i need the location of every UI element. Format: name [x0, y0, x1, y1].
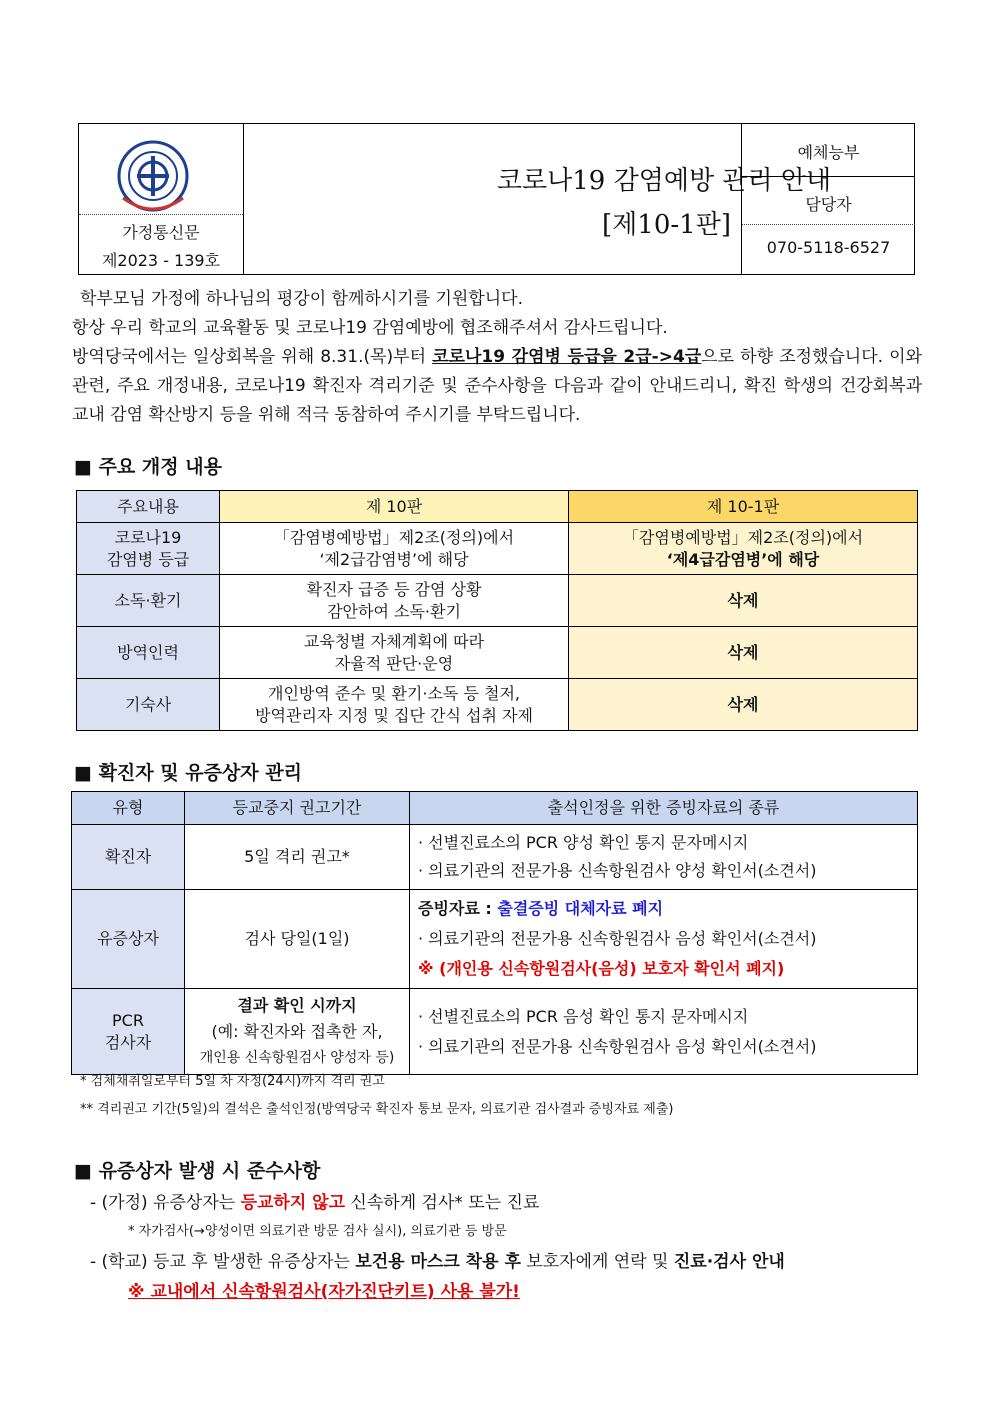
cell-line-bold: ‘제4급감염병’에 해당: [666, 549, 820, 569]
table-cell: [410, 989, 918, 1075]
table-cell: 방역인력: [77, 627, 220, 679]
section2-title: ■ 확진자 및 유증상자 관리: [74, 762, 302, 784]
table-cell: 5일 격리 권고*: [185, 825, 410, 890]
table-cell: 「감염병예방법」제2조(정의)에서 ‘제2급감염병’에 해당: [220, 523, 569, 575]
line-part: 보호자에게 연락 및: [520, 1252, 674, 1272]
dept-label: 예체능부: [797, 143, 860, 162]
cell-line: [418, 894, 909, 924]
evidence-note: 출결증빙 대체자료 폐지: [497, 899, 664, 918]
intro-p1: 학부모님 가정에 하나님의 평강이 함께하시기를 기원합니다.: [80, 289, 523, 309]
footnote-1: * 검체채취일로부터 5일 차 자정(24시)까지 격리 권고: [80, 1074, 385, 1089]
table-cell: 삭제: [569, 679, 918, 731]
table-cell: [410, 890, 918, 989]
header-right-cell: [741, 124, 915, 274]
divider: [742, 224, 915, 225]
footnote-2: ** 격리권고 기간(5일)의 결석은 출석인정(방역당국 확진자 통보 문자, 의료기관 검사결과 증빙자료 제출): [80, 1102, 674, 1117]
school-guideline: [90, 1247, 785, 1272]
table-cell: 삭제: [569, 627, 918, 679]
page-subtitle: [제10-1판]: [602, 210, 731, 240]
revision-table: [76, 490, 918, 731]
table-cell: [569, 523, 918, 575]
line-part: - (가정) 유증상자는: [90, 1193, 241, 1213]
cell-line: · 선별진료소의 PCR 음성 확인 통지 문자메시지: [418, 1006, 749, 1026]
cell-line: 결과 확인 시까지: [237, 995, 357, 1015]
table-cell: 확진자 급증 등 감염 상황 감안하여 소독·환기: [220, 575, 569, 627]
cell-line: 개인용 신속항원검사 양성자 등): [199, 1049, 395, 1066]
table-cell: 유증상자: [72, 890, 185, 989]
evidence-label: 증빙자료 :: [418, 899, 498, 918]
intro-p3-highlight: 코로나19 감염병 등급을 2급->4급: [432, 347, 702, 367]
line-part: - (학교) 등교 후 발생한 유증상자는: [90, 1252, 356, 1272]
cell-line-warning: ※ (개인용 신속항원검사(음성) 보호자 확인서 폐지): [418, 959, 785, 978]
table-cell: [410, 825, 918, 890]
intro-p3-c: 으로 하향 조정했습니다. 이와 관련, 주요 개정내용, 코로나19 확진자 격리기준 및 준수사항을 다음과 같이 안내드리니, 확진 학생의 건강회복과 교내 감염 확산방지 등을 위해 적극 동참하여 주시기를 부탁드립니다.: [72, 347, 922, 425]
section1-title: ■ 주요 개정 내용: [74, 456, 222, 478]
phone-number: 070-5118-6527: [766, 238, 891, 257]
header-left-divider: [79, 214, 243, 215]
cell-line: · 의료기관의 전문가용 신속항원검사 음성 확인서(소견서): [418, 929, 817, 948]
issue-number: 제2023 - 139호: [101, 251, 221, 270]
cell-line: · 선별진료소의 PCR 양성 확인 통지 문자메시지: [418, 833, 749, 852]
intro-text: [72, 285, 922, 430]
cell-line: 「감염병예방법」제2조(정의)에서: [622, 527, 864, 547]
line-emphasis: 등교하지 않고: [240, 1193, 346, 1213]
table-cell: 기숙사: [77, 679, 220, 731]
table-header: 등교중지 권고기간: [185, 792, 410, 825]
home-guideline: [90, 1188, 539, 1213]
prohibition-text: ※ 교내에서 신속항원검사(자가진단키트) 사용 불가!: [128, 1282, 520, 1302]
line-part: 신속하게 검사* 또는 진료: [345, 1193, 540, 1213]
newsletter-label: 가정통신문: [122, 223, 200, 242]
table-header: 유형: [72, 792, 185, 825]
prohibition-note: [128, 1277, 520, 1302]
table-header: 출석인정을 위한 증빙자료의 종류: [410, 792, 918, 825]
cell-line: · 의료기관의 전문가용 신속항원검사 음성 확인서(소견서): [418, 1036, 817, 1056]
table-cell: 삭제: [569, 575, 918, 627]
table-cell: [72, 989, 185, 1075]
table-cell: 소독·환기: [77, 575, 220, 627]
table-cell: 교육청별 자체계획에 따라 자율적 판단·운영: [220, 627, 569, 679]
section3-title: ■ 유증상자 발생 시 준수사항: [74, 1160, 321, 1182]
home-guideline-note: * 자가검사(→양성이면 의료기관 방문 검사 실시), 의료기관 등 방문: [128, 1224, 507, 1239]
intro-p2: 항상 우리 학교의 교육활동 및 코로나19 감염예방에 협조해주셔서 감사드립니다.: [72, 318, 668, 338]
table-cell: 확진자: [72, 825, 185, 890]
intro-p3: [72, 343, 922, 430]
cell-line: (예: 확진자와 접촉한 자,: [211, 1021, 383, 1041]
table-header: 제 10판: [220, 491, 569, 523]
manager-label: 담당자: [805, 195, 852, 214]
table-header: 주요내용: [77, 491, 220, 523]
header-left-cell: [79, 124, 244, 274]
line-emphasis: 보건용 마스크 착용 후: [355, 1252, 521, 1272]
line-emphasis: 진료·검사 안내: [673, 1252, 785, 1272]
cell-line: PCR: [112, 1010, 144, 1030]
header-box: [78, 123, 915, 275]
cell-line: · 의료기관의 전문가용 신속항원검사 양성 확인서(소견서): [418, 861, 817, 880]
table-header: 제 10-1판: [569, 491, 918, 523]
table-cell: 개인방역 준수 및 환기·소독 등 철저, 방역관리자 지정 및 집단 간식 섭취 자제: [220, 679, 569, 731]
table-cell: [185, 989, 410, 1075]
cell-line: 검사자: [104, 1032, 152, 1052]
divider: [742, 176, 915, 177]
intro-p3-a: 방역당국에서는 일상회복을 위해 8.31.(목)부터: [72, 347, 433, 367]
management-table: [71, 791, 918, 1075]
table-cell: 코로나19 감염병 등급: [77, 523, 220, 575]
table-cell: 검사 당일(1일): [185, 890, 410, 989]
page-title: 코로나19 감염예방 관리 안내: [496, 166, 832, 196]
school-logo: [109, 136, 197, 224]
